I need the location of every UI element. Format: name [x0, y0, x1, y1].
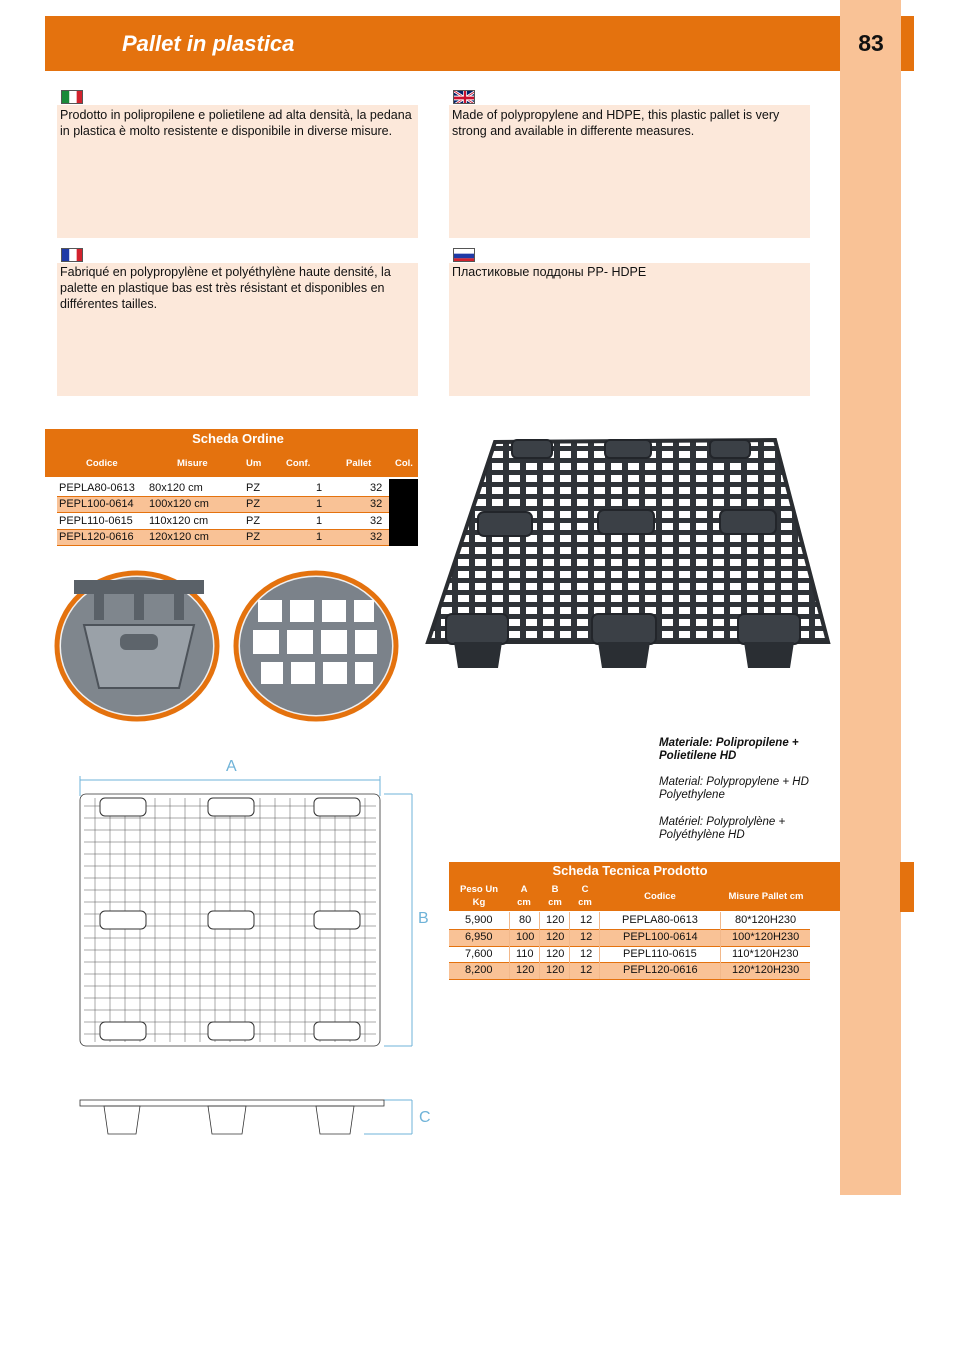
description-fr: Fabriqué en polypropylène et polyéthylène haute densité, la palette en plastique bas est très résistant et disponibles en différentes tailles.: [60, 265, 391, 311]
order-codice: PEPL100-0614: [59, 498, 134, 510]
row-divider: [449, 962, 810, 963]
column-divider: [599, 912, 600, 979]
material-en: Material: Polypropylene + HD Polyethylene: [659, 776, 809, 801]
row-divider: [57, 529, 389, 530]
description-en: Made of polypropylene and HDPE, this plastic pallet is very strong and available in differente measures.: [452, 108, 780, 138]
dimension-c-label: C: [419, 1109, 431, 1126]
order-um: PZ: [246, 515, 261, 527]
tech-misure: 120*120H230: [732, 964, 800, 976]
tech-peso: 7,600: [465, 948, 493, 960]
order-table-title: Scheda Ordine: [192, 431, 284, 446]
order-col-um: Um: [246, 458, 262, 469]
tech-c: 12: [580, 964, 593, 976]
tech-misure: 80*120H230: [735, 914, 797, 926]
description-box-ru: [449, 263, 810, 396]
tech-codice: PEPLA80-0613: [622, 914, 698, 926]
order-pallet: 32: [370, 482, 383, 494]
tech-col-misure: Misure Pallet cm: [728, 891, 804, 902]
italy-flag-icon: [61, 90, 83, 104]
tech-col-codice: Codice: [644, 891, 676, 902]
order-misure: 110x120 cm: [149, 515, 209, 527]
tech-c: 12: [580, 931, 593, 943]
russia-flag-icon: [453, 248, 475, 262]
tech-peso: 8,200: [465, 964, 493, 976]
page-number: 83: [858, 30, 884, 56]
tech-codice: PEPL110-0615: [623, 948, 697, 960]
order-pallet: 32: [370, 531, 383, 543]
column-divider: [509, 912, 510, 979]
order-conf: 1: [316, 515, 323, 527]
tech-b: 120: [546, 914, 565, 926]
france-flag-icon: [61, 248, 83, 262]
row-divider: [57, 512, 389, 513]
row-divider: [449, 946, 810, 947]
tech-col-b: B cm: [548, 884, 562, 908]
order-misure: 120x120 cm: [149, 531, 209, 543]
tech-peso: 5,900: [465, 914, 493, 926]
tech-misure: 110*120H230: [732, 948, 799, 960]
page-title: Pallet in plastica: [122, 31, 295, 56]
order-pallet: 32: [370, 498, 383, 510]
pallet-photo: [420, 436, 832, 672]
technical-drawing: [74, 760, 444, 1140]
tech-a: 120: [516, 964, 535, 976]
tech-c: 12: [580, 948, 593, 960]
order-conf: 1: [316, 531, 323, 543]
row-divider: [57, 496, 389, 497]
order-conf: 1: [316, 498, 323, 510]
row-divider: [449, 929, 810, 930]
order-conf: 1: [316, 482, 323, 494]
tech-misure: 100*120H230: [732, 931, 800, 943]
tech-c: 12: [580, 914, 593, 926]
tech-codice: PEPL100-0614: [623, 931, 698, 943]
order-col-misure: Misure: [177, 458, 208, 469]
side-strip: [840, 0, 901, 1195]
uk-flag-icon: [453, 90, 475, 104]
tech-col-peso: Peso Un Kg: [459, 884, 498, 908]
description-it: Prodotto in polipropilene e polietilene ad alta densità, la pedana in plastica è molto resistente e disponibile in diverse misure.: [60, 108, 412, 138]
material-it: Materiale: Polipropilene + Polietilene HD: [659, 737, 799, 762]
dimension-a-label: A: [226, 758, 237, 775]
tech-a: 100: [516, 931, 535, 943]
order-misure: 100x120 cm: [149, 498, 209, 510]
tech-a: 110: [516, 948, 534, 960]
order-codice: PEPLA80-0613: [59, 482, 135, 494]
tech-col-a: A cm: [517, 884, 531, 908]
tech-b: 120: [546, 931, 565, 943]
material-fr: Matériel: Polyprolylène + Polyéthylène HD: [659, 816, 786, 841]
order-pallet: 32: [370, 515, 383, 527]
dimension-b-label: B: [418, 910, 429, 927]
side-tab: [900, 862, 914, 912]
tech-b: 120: [546, 964, 565, 976]
detail-photo-grid: [233, 570, 399, 722]
tech-table-title: Scheda Tecnica Prodotto: [552, 863, 708, 878]
description-ru: Пластиковые поддоны PP- HDPE: [452, 265, 647, 279]
tech-codice: PEPL120-0616: [623, 964, 698, 976]
order-col-pallet: Pallet: [346, 458, 372, 469]
order-col-conf: Conf.: [286, 458, 311, 469]
column-divider: [720, 912, 721, 979]
order-um: PZ: [246, 498, 261, 510]
order-col-codice: Codice: [86, 458, 118, 469]
column-divider: [539, 912, 540, 979]
order-um: PZ: [246, 482, 261, 494]
tech-a: 80: [519, 914, 532, 926]
order-codice: PEPL110-0615: [59, 515, 133, 527]
row-divider: [57, 545, 389, 546]
detail-photo-block: [54, 570, 220, 722]
tech-col-c: C cm: [578, 884, 592, 908]
column-divider: [569, 912, 570, 979]
order-col-col: Col.: [395, 458, 413, 469]
order-misure: 80x120 cm: [149, 482, 203, 494]
order-codice: PEPL120-0616: [59, 531, 134, 543]
tech-peso: 6,950: [465, 931, 493, 943]
tech-b: 120: [546, 948, 565, 960]
color-swatch-column: [389, 479, 418, 546]
row-divider: [449, 979, 810, 980]
order-um: PZ: [246, 531, 261, 543]
